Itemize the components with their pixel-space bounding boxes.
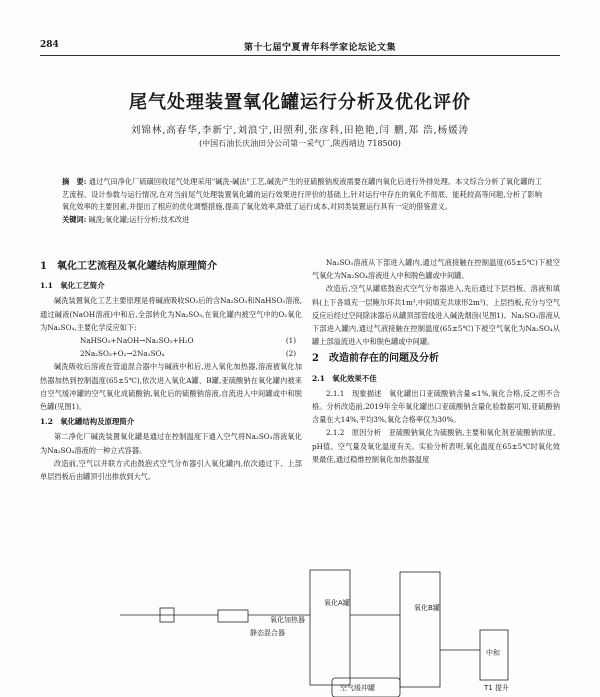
author-list: 刘锦林,高春华,李新宁,刘浪宁,田照利,张彦科,田艳艳,闫 鹏,郑 浩,杨媛涛 [130, 125, 470, 136]
tank-a-label: 氧化A罐 [324, 599, 350, 607]
running-header: 第十七届宁夏青年科学家论坛论文集 [243, 43, 396, 53]
keywords-text: 碱洗;氧化罐;运行分析;技术改进 [88, 214, 190, 224]
paragraph: 碱洗吸收后溶液在管道混合器中与碱液中和后,进入氧化加热器,溶液被氧化加热器加热到控制温度(65±5℃),依次进入氧化A罐、B罐,亚硫酸钠在氧化罐内被来自空气缓冲罐的空气氧化成硫酸钠,氧化后的硫酸钠溶液,自流进入中间罐或中和脱色罐(见图1)。 [40, 362, 302, 412]
process-flow-diagram [100, 560, 570, 697]
abstract-text: 通过气田净化厂硫磺回收尾气处理采用"碱洗-碱法"工艺,碱洗产生的亚硫酸钠废液需要在罐内氧化后进行外排处理。本文综合分析了氧化罐的工艺流程、设计参数与运行情况,在对当前尾气处理装置氧化罐的运行效果进行评价的基础上,针对运行中存在的氧化不彻底、能耗较高等问题,分析了影响氧化效率的主要因素,并提出了相应的优化调整措施,提高了氧化效率,降低了运行成本,对同类装置运行具有一定的借鉴意义。 [62, 177, 542, 212]
header-rule [40, 55, 560, 56]
keywords-label: 关键词: [62, 214, 87, 224]
neutral-tank-label: 中和 [486, 649, 500, 657]
affiliation: (中国石油长庆油田分公司第一采气厂,陕西靖边 718500) [199, 139, 401, 148]
equation-2 [40, 347, 302, 360]
abstract-label: 摘 要: [62, 177, 87, 186]
section-1-2-heading: 1.2 氧化罐结构及原理简介 [40, 417, 135, 427]
left-column [40, 256, 302, 483]
section-1-1-heading: 1.1 氧化工艺简介 [40, 281, 105, 291]
heater-label: 氧化加热器 [270, 616, 305, 624]
equation-2-body: 2Na₂SO₃+O₂→2Na₂SO₄ [80, 349, 165, 359]
paragraph: 改造前,空气以并联方式由鼓泡式空气分布器引入氧化罐内,依次通过下、上部单层挡板后由罐顶引出排放到大气。 [40, 458, 302, 482]
section-1-heading: 1 氧化工艺流程及氧化罐结构原理简介 [40, 261, 217, 272]
page-number: 284 [40, 40, 59, 50]
paper-title: 尾气处理装置氧化罐运行分析及优化评价 [129, 92, 471, 113]
tank-b-label: 氧化B罐 [414, 604, 440, 612]
tank-b-shape [400, 572, 440, 687]
paragraph: 碱洗装置氧化工艺主要原理是将碱液吸收SO₂后的含Na₂SO₃和NaHSO₃溶液,通过碱液(NaOH溶液)中和后,全部转化为Na₂SO₃,在氧化罐内被空气中的O₂氧化为Na₂SO₄,主要化学反应如下: [40, 296, 302, 332]
paragraph: 改造后,空气从罐底鼓泡式空气分布器进入,先后通过下层挡板、溶液和填料(上下各填充一层鲍尔环共1m³,中间填充共球形2m³)、上层挡板,充分与空气反应后经过空间除沫器后从罐顶部管线进入碱洗烟囱(见图1)。Na₂SO₃溶液从下部进入罐内,通过气液接触在控制温度(65±5℃)下被空气氧化为Na₂SO₄从罐上部溢流进入中和脱色罐或中间罐。 [312, 284, 560, 347]
heater-shape [218, 610, 248, 622]
paragraph: 第二净化厂碱洗装置氧化罐是通过在控制温度下通入空气将Na₂SO₃溶液氧化为Na₂SO₄溶液的一种立式容器。 [40, 432, 302, 455]
abstract [62, 176, 542, 226]
paragraph: 2.1.1 现象描述 氧化罐出口亚硫酸钠含量≤1%,氧化合格,反之则不合格。分析改造前,2019年全年氧化罐出口亚硫酸钠含量化验数据可知,亚硫酸钠含量在大14%,平均3%,氧化合格率仅为30%。 [312, 388, 560, 425]
equation-2-number: (2) [285, 349, 296, 359]
section-2-1-heading: 2.1 氧化效果不佳 [312, 373, 377, 383]
tank-a-shape [310, 570, 350, 685]
right-column [312, 256, 560, 466]
lift-label: T1 提升 [484, 684, 509, 692]
equation-1-body: NaHSO₃+NaOH→Na₂SO₃+H₂O [80, 336, 194, 346]
equation-1-number: (1) [285, 336, 296, 346]
paragraph: 2.1.2 原因分析 亚硫酸钠氧化为硫酸钠,主要和氧化剂亚硫酸钠浓度、pH值、空气量及氧化温度有关。实验分析表明,氧化温度在65±5℃时氧化效果最佳,通过稳维控制氧化加热器温度 [312, 428, 560, 464]
equation-1 [40, 334, 302, 347]
air-buffer-label: 空气缓冲罐 [340, 684, 375, 692]
section-2-heading: 2 改造前存在的问题及分析 [312, 353, 439, 365]
static-mixer-label: 静态混合器 [250, 629, 285, 637]
paragraph: Na₂SO₃溶液从下部进入罐内,通过气液接触在控制温度(65±5℃)下被空气氧化为Na₂SO₄溶液进入中和脱色罐或中间罐。 [312, 258, 560, 281]
